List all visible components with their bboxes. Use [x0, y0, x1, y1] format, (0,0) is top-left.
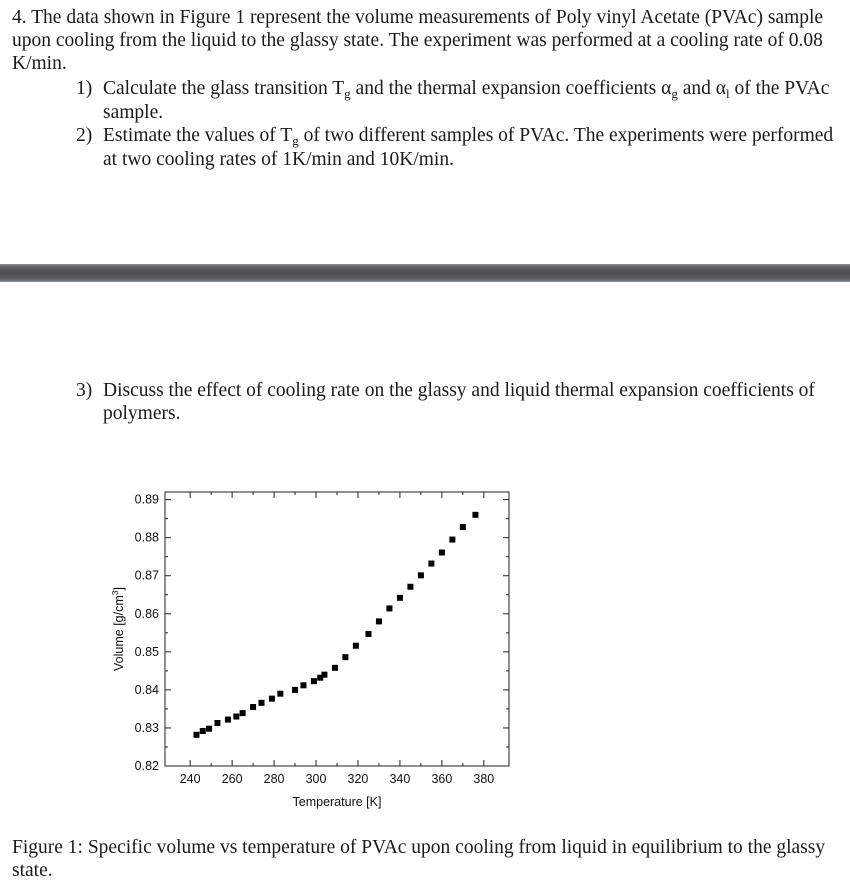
figure-caption: [12, 836, 842, 882]
data-point: [321, 672, 327, 678]
intro-text: 4. The data shown in Figure 1 represent the volume measurements of Poly vinyl Acetate (PVAc) sample upon cooling from the liquid to the glassy state. The experiment was performed at a cooling rate of 0.08 K/min.: [12, 7, 824, 74]
data-point: [269, 696, 275, 702]
subscript-l: l: [725, 86, 730, 101]
problem-intro: [12, 6, 844, 75]
x-tick-label: 320: [347, 772, 369, 786]
data-point: [206, 726, 212, 732]
scatter-plot: [100, 472, 520, 817]
question-3: [0, 379, 850, 425]
figure-1-chart: [100, 472, 520, 817]
question-1-number: 1): [76, 78, 93, 99]
question-1-text-b: and the thermal expansion coefficients α: [350, 78, 672, 99]
data-point: [397, 595, 403, 601]
data-point: [449, 537, 455, 543]
question-2-text-b: of two different samples of PVAc. The experiments were performed at two cooling rates of 1K/min and 10K/min.: [103, 125, 834, 170]
data-point: [214, 720, 220, 726]
y-tick-label: 0.82: [134, 759, 159, 773]
y-tick-label: 0.87: [134, 568, 159, 583]
subscript-g: g: [344, 86, 351, 101]
question-1-text-c: and α: [677, 78, 726, 99]
data-point: [407, 584, 413, 590]
question-list-2: [0, 379, 850, 425]
page-divider: [0, 264, 850, 282]
data-point: [439, 550, 445, 556]
subscript-g: g: [292, 133, 299, 148]
question-1-text-a: Calculate the glass transition T: [103, 78, 345, 99]
y-tick-label: 0.84: [134, 682, 159, 697]
data-point: [200, 728, 206, 734]
data-point: [342, 654, 348, 660]
data-point: [460, 524, 466, 530]
x-tick-label: 360: [431, 772, 453, 786]
x-tick-label: 280: [263, 772, 285, 786]
question-2-number: 2): [76, 125, 93, 146]
question-1-text-d: of the PVAc sample.: [103, 78, 830, 123]
y-tick-label: 0.88: [134, 530, 159, 545]
x-tick-label: 240: [179, 772, 201, 786]
data-point: [250, 704, 256, 710]
question-2: [0, 124, 850, 171]
x-tick-label: 340: [389, 772, 411, 786]
question-list: [0, 77, 850, 171]
y-tick-label: 0.83: [134, 720, 159, 735]
y-tick-label: 0.89: [134, 492, 159, 507]
data-point: [428, 561, 434, 567]
x-axis-label: Temperature [K]: [292, 795, 382, 809]
question-1: [0, 77, 850, 124]
y-tick-label: 0.86: [134, 606, 159, 621]
data-point: [376, 618, 382, 624]
data-point: [233, 714, 239, 720]
data-point: [365, 631, 371, 637]
data-point: [311, 678, 317, 684]
x-tick-label: 300: [305, 772, 327, 786]
x-tick-label: 380: [473, 772, 495, 786]
data-point: [258, 700, 264, 706]
data-point: [225, 717, 231, 723]
data-point: [300, 682, 306, 688]
data-point: [418, 572, 424, 578]
data-point: [193, 732, 199, 738]
data-point: [472, 512, 478, 518]
data-point: [332, 665, 338, 671]
data-point: [292, 687, 298, 693]
x-tick-label: 260: [221, 772, 243, 786]
data-point: [353, 643, 359, 649]
subscript-g: g: [671, 86, 678, 101]
question-2-text-a: Estimate the values of T: [103, 125, 293, 146]
data-point: [240, 710, 246, 716]
caption-text: Figure 1: Specific volume vs temperature of PVAc upon cooling from liquid in equilibrium to the glassy state.: [12, 837, 826, 881]
data-point: [386, 605, 392, 611]
data-point: [277, 691, 283, 697]
question-3-text: Discuss the effect of cooling rate on the glassy and liquid thermal expansion coefficients of polymers.: [103, 380, 815, 424]
y-tick-label: 0.85: [134, 644, 159, 659]
question-3-number: 3): [76, 380, 93, 401]
y-axis-label: Volume $[g/cm^3]$: [110, 587, 126, 671]
